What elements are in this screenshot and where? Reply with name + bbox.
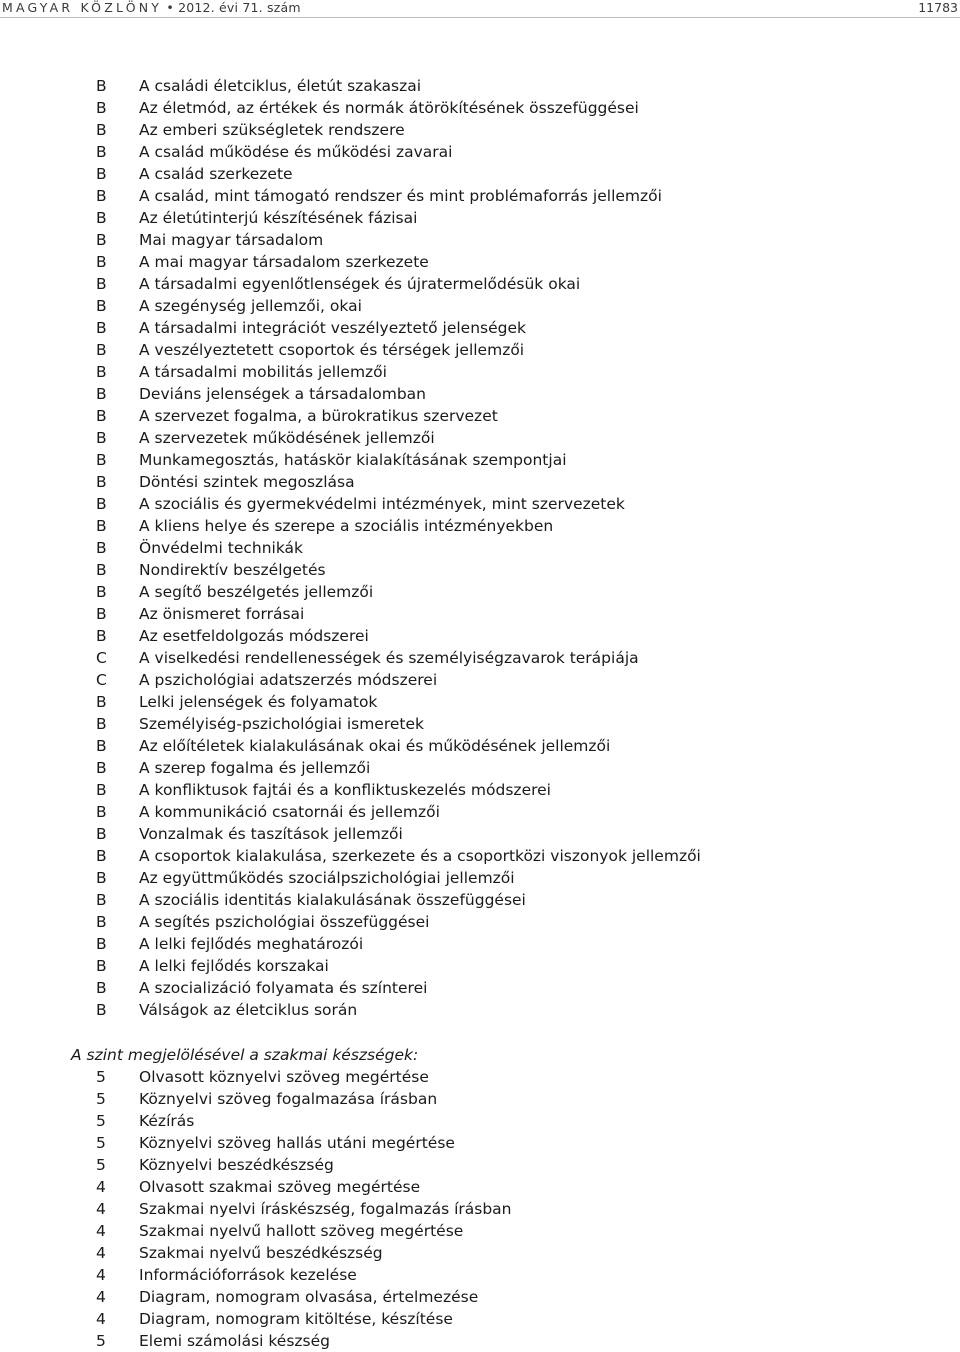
list-item	[0, 1264, 960, 1286]
list-item	[0, 647, 960, 669]
item-text: A társadalmi integrációt veszélyeztető jelenségek	[139, 319, 526, 337]
level-marker: B	[96, 715, 107, 733]
page-header	[0, 0, 960, 18]
level-marker: B	[96, 297, 107, 315]
level-marker: B	[96, 1001, 107, 1019]
level-marker: B	[96, 341, 107, 359]
level-marker: B	[96, 605, 107, 623]
level-marker: B	[96, 539, 107, 557]
level-marker: B	[96, 979, 107, 997]
list-item	[0, 97, 960, 119]
list-item	[0, 295, 960, 317]
item-text: A konfliktusok fajtái és a konfliktuskezelés módszerei	[139, 781, 551, 799]
list-item	[0, 757, 960, 779]
list-item	[0, 801, 960, 823]
item-text: Elemi számolási készség	[139, 1332, 330, 1350]
list-item	[0, 185, 960, 207]
level-marker: B	[96, 935, 107, 953]
list-item	[0, 471, 960, 493]
level-marker: B	[96, 209, 107, 227]
item-text: Olvasott szakmai szöveg megértése	[139, 1178, 421, 1196]
item-text: Az előítéletek kialakulásának okai és működésének jellemzői	[139, 737, 611, 755]
list-item	[0, 625, 960, 647]
header-left	[2, 0, 301, 15]
item-text: A szegénység jellemzői, okai	[139, 297, 362, 315]
item-text: Vonzalmak és taszítások jellemzői	[139, 825, 403, 843]
list-item	[0, 779, 960, 801]
list-item	[0, 273, 960, 295]
item-text: Köznyelvi szöveg fogalmazása írásban	[139, 1090, 438, 1108]
item-text: Szakmai nyelvi íráskészség, fogalmazás írásban	[139, 1200, 512, 1218]
item-text: A szervezetek működésének jellemzői	[139, 429, 435, 447]
level-marker: 5	[96, 1156, 106, 1174]
level-marker: B	[96, 825, 107, 843]
item-text: Mai magyar társadalom	[139, 231, 324, 249]
item-text: Deviáns jelenségek a társadalomban	[139, 385, 427, 403]
list-item	[0, 537, 960, 559]
list-item	[0, 1198, 960, 1220]
list-item	[0, 163, 960, 185]
list-item	[0, 911, 960, 933]
level-marker: B	[96, 275, 107, 293]
list-item	[0, 713, 960, 735]
level-marker: B	[96, 231, 107, 249]
list-item	[0, 1286, 960, 1308]
item-text: Döntési szintek megoszlása	[139, 473, 355, 491]
level-marker: B	[96, 737, 107, 755]
list-item	[0, 735, 960, 757]
list-item	[0, 581, 960, 603]
list-item	[0, 493, 960, 515]
level-marker: B	[96, 693, 107, 711]
item-text: Az életmód, az értékek és normák átörökítésének összefüggései	[139, 99, 639, 117]
level-marker: 4	[96, 1310, 106, 1328]
list-item	[0, 361, 960, 383]
level-marker: B	[96, 165, 107, 183]
level-marker: 5	[96, 1112, 106, 1130]
list-item	[0, 1066, 960, 1088]
level-marker: 5	[96, 1090, 106, 1108]
list-item	[0, 251, 960, 273]
skills-list	[0, 1066, 960, 1352]
item-text: A segítés pszichológiai összefüggései	[139, 913, 430, 931]
list-item	[0, 1088, 960, 1110]
level-marker: 4	[96, 1200, 106, 1218]
level-marker: B	[96, 99, 107, 117]
item-text: Az önismeret forrásai	[139, 605, 305, 623]
item-text: A kliens helye és szerepe a szociális intézményekben	[139, 517, 554, 535]
level-marker: B	[96, 385, 107, 403]
item-text: A család szerkezete	[139, 165, 293, 183]
list-item	[0, 317, 960, 339]
level-marker: 4	[96, 1178, 106, 1196]
level-marker: B	[96, 77, 107, 95]
list-item	[0, 141, 960, 163]
level-marker: C	[96, 671, 107, 689]
level-marker: B	[96, 583, 107, 601]
level-marker: B	[96, 869, 107, 887]
list-item	[0, 867, 960, 889]
level-marker: B	[96, 803, 107, 821]
item-text: Szakmai nyelvű beszédkészség	[139, 1244, 383, 1262]
list-item	[0, 955, 960, 977]
skills-heading: A szint megjelölésével a szakmai készségek:	[71, 1046, 419, 1064]
level-marker: 5	[96, 1068, 106, 1086]
item-text: A társadalmi egyenlőtlenségek és újratermelődésük okai	[139, 275, 581, 293]
item-text: Válságok az életciklus során	[139, 1001, 358, 1019]
item-text: Diagram, nomogram olvasása, értelmezése	[139, 1288, 479, 1306]
list-item	[0, 1330, 960, 1352]
list-item	[0, 823, 960, 845]
item-text: Önvédelmi technikák	[139, 539, 304, 557]
item-text: Köznyelvi szöveg hallás utáni megértése	[139, 1134, 455, 1152]
item-text: Szakmai nyelvű hallott szöveg megértése	[139, 1222, 464, 1240]
item-text: A mai magyar társadalom szerkezete	[139, 253, 429, 271]
item-text: A lelki fejlődés korszakai	[139, 957, 329, 975]
list-item	[0, 889, 960, 911]
level-marker: B	[96, 627, 107, 645]
list-item	[0, 119, 960, 141]
item-text: Az életútinterjú készítésének fázisai	[139, 209, 418, 227]
list-item	[0, 669, 960, 691]
item-text: A szociális identitás kialakulásának összefüggései	[139, 891, 526, 909]
level-marker: B	[96, 847, 107, 865]
level-marker: B	[96, 781, 107, 799]
item-text: A családi életciklus, életút szakaszai	[139, 77, 422, 95]
list-item	[0, 1110, 960, 1132]
item-text: Nondirektív beszélgetés	[139, 561, 326, 579]
item-text: Információforrások kezelése	[139, 1266, 357, 1284]
item-text: A lelki fejlődés meghatározói	[139, 935, 364, 953]
item-text: Diagram, nomogram kitöltése, készítése	[139, 1310, 453, 1328]
level-marker: 4	[96, 1222, 106, 1240]
list-item	[0, 1132, 960, 1154]
knowledge-list	[0, 75, 960, 1021]
list-item	[0, 1242, 960, 1264]
level-marker: 4	[96, 1266, 106, 1284]
level-marker: B	[96, 473, 107, 491]
level-marker: B	[96, 429, 107, 447]
list-item	[0, 229, 960, 251]
item-text: A társadalmi mobilitás jellemzői	[139, 363, 387, 381]
list-item	[0, 383, 960, 405]
item-text: Köznyelvi beszédkészség	[139, 1156, 334, 1174]
level-marker: B	[96, 891, 107, 909]
item-text: Az emberi szükségletek rendszere	[139, 121, 405, 139]
journal-title: MAGYAR KÖZLÖNY	[2, 0, 163, 15]
item-text: A kommunikáció csatornái és jellemzői	[139, 803, 440, 821]
item-text: Személyiség-pszichológiai ismeretek	[139, 715, 425, 733]
list-item	[0, 207, 960, 229]
level-marker: B	[96, 253, 107, 271]
item-text: A család működése és működési zavarai	[139, 143, 453, 161]
list-item	[0, 339, 960, 361]
list-item	[0, 603, 960, 625]
level-marker: B	[96, 121, 107, 139]
list-item	[0, 999, 960, 1021]
level-marker: B	[96, 363, 107, 381]
list-item	[0, 1220, 960, 1242]
level-marker: B	[96, 319, 107, 337]
list-item	[0, 515, 960, 537]
level-marker: B	[96, 187, 107, 205]
item-text: A szerep fogalma és jellemzői	[139, 759, 371, 777]
level-marker: B	[96, 143, 107, 161]
level-marker: B	[96, 561, 107, 579]
issue-label: 2012. évi 71. szám	[178, 0, 301, 15]
header-divider	[0, 17, 960, 18]
level-marker: B	[96, 759, 107, 777]
level-marker: 4	[96, 1288, 106, 1306]
item-text: A szocializáció folyamata és színterei	[139, 979, 428, 997]
item-text: A szervezet fogalma, a bürokratikus szervezet	[139, 407, 498, 425]
list-item	[0, 405, 960, 427]
item-text: Lelki jelenségek és folyamatok	[139, 693, 378, 711]
level-marker: 5	[96, 1332, 106, 1350]
header-separator: •	[166, 0, 174, 15]
level-marker: B	[96, 913, 107, 931]
item-text: A segítő beszélgetés jellemzői	[139, 583, 374, 601]
level-marker: B	[96, 495, 107, 513]
item-text: A veszélyeztetett csoportok és térségek jellemzői	[139, 341, 525, 359]
list-item	[0, 845, 960, 867]
level-marker: B	[96, 451, 107, 469]
list-item	[0, 933, 960, 955]
list-item	[0, 977, 960, 999]
page-number: 11783	[918, 0, 958, 15]
list-item	[0, 1176, 960, 1198]
item-text: A pszichológiai adatszerzés módszerei	[139, 671, 438, 689]
item-text: A csoportok kialakulása, szerkezete és a csoportközi viszonyok jellemzői	[139, 847, 701, 865]
level-marker: 5	[96, 1134, 106, 1152]
list-item	[0, 449, 960, 471]
item-text: Az együttműködés szociálpszichológiai jellemzői	[139, 869, 515, 887]
level-marker: B	[96, 407, 107, 425]
item-text: Kézírás	[139, 1112, 195, 1130]
item-text: A szociális és gyermekvédelmi intézmények, mint szervezetek	[139, 495, 625, 513]
list-item	[0, 427, 960, 449]
level-marker: B	[96, 517, 107, 535]
list-item	[0, 559, 960, 581]
list-item	[0, 691, 960, 713]
item-text: Az esetfeldolgozás módszerei	[139, 627, 369, 645]
level-marker: C	[96, 649, 107, 667]
item-text: A viselkedési rendellenességek és személyiségzavarok terápiája	[139, 649, 639, 667]
item-text: Munkamegosztás, hatáskör kialakításának szempontjai	[139, 451, 567, 469]
item-text: Olvasott köznyelvi szöveg megértése	[139, 1068, 429, 1086]
item-text: A család, mint támogató rendszer és mint problémaforrás jellemzői	[139, 187, 662, 205]
level-marker: B	[96, 957, 107, 975]
list-item	[0, 1154, 960, 1176]
list-item	[0, 1308, 960, 1330]
list-item	[0, 75, 960, 97]
level-marker: 4	[96, 1244, 106, 1262]
